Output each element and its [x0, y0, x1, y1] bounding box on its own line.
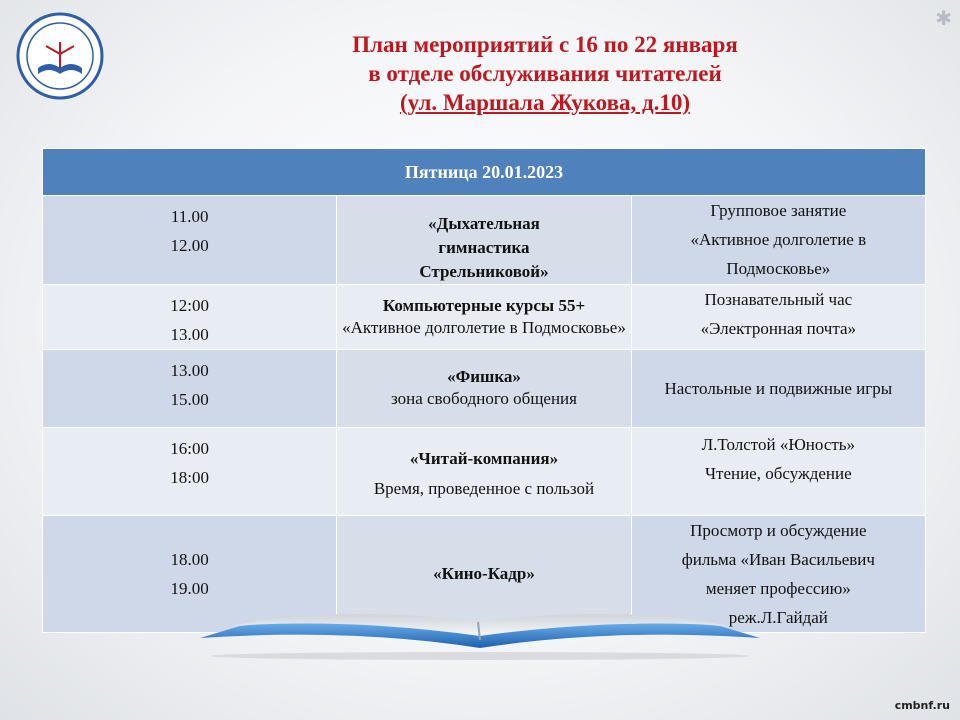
info-line: «Активное долголетие в Подмосковье»	[690, 230, 867, 278]
page-title	[250, 30, 840, 117]
table-header-row	[43, 149, 926, 196]
time-start: 16:00	[170, 439, 210, 458]
time-cell	[43, 196, 337, 285]
info-line: «Электронная почта»	[700, 319, 857, 338]
activity-title: Компьютерные курсы 55+	[382, 296, 586, 315]
info-line: Л.Толстой «Юность»	[701, 435, 856, 454]
title-line-2: в отделе обслуживания читателей	[368, 61, 722, 86]
time-end: 12.00	[170, 236, 209, 255]
activity-title: «Дыхательная гимнастика Стрельниковой»	[419, 214, 549, 281]
time-start: 18.00	[170, 550, 209, 569]
table-row	[43, 196, 926, 285]
schedule-table	[42, 148, 926, 633]
activity-cell	[337, 350, 631, 428]
table-row	[43, 350, 926, 428]
table-row	[43, 285, 926, 350]
time-end: 18:00	[170, 468, 210, 487]
time-end: 19.00	[170, 579, 209, 598]
activity-subtitle: зона свободного общения	[391, 389, 577, 408]
activity-subtitle: «Активное долголетие в Подмосковье»	[342, 318, 626, 337]
watermark: cmbnf.ru	[894, 699, 950, 712]
time-cell	[43, 285, 337, 350]
info-line: Просмотр и обсуждение	[690, 521, 867, 540]
time-end: 15.00	[170, 390, 209, 409]
info-line: Групповое занятие	[710, 201, 847, 220]
time-cell	[43, 428, 337, 516]
time-start: 13.00	[170, 361, 209, 380]
activity-title: «Фишка»	[447, 367, 521, 386]
info-cell	[631, 428, 925, 516]
title-address: (ул. Маршала Жукова, д.10)	[399, 90, 691, 115]
info-cell	[631, 350, 925, 428]
info-line: Настольные и подвижные игры	[664, 378, 893, 398]
info-line: Чтение, обсуждение	[704, 464, 852, 483]
open-book-icon	[190, 600, 770, 660]
info-line: реж.Л.Гайдай	[728, 608, 828, 627]
time-start: 12:00	[170, 296, 210, 315]
time-start: 11.00	[170, 207, 209, 226]
info-line: меняет профессию»	[705, 579, 851, 598]
corner-mark: ✱	[935, 6, 952, 30]
activity-cell	[337, 285, 631, 350]
info-line: фильма «Иван Васильевич	[681, 550, 875, 569]
activity-title: «Читай-компания»	[409, 449, 559, 468]
time-end: 13.00	[170, 325, 209, 344]
table-row	[43, 428, 926, 516]
time-cell	[43, 350, 337, 428]
activity-subtitle: Время, проведенное с пользой	[373, 479, 595, 498]
activity-title: «Кино-Кадр»	[433, 564, 535, 583]
activity-cell	[337, 196, 631, 285]
day-heading: Пятница 20.01.2023	[43, 149, 926, 196]
title-line-1: План мероприятий с 16 по 22 января	[352, 32, 738, 57]
info-cell	[631, 196, 925, 285]
info-cell	[631, 285, 925, 350]
info-line: Познавательный час	[704, 290, 853, 309]
activity-cell	[337, 428, 631, 516]
library-logo-icon	[16, 12, 104, 100]
